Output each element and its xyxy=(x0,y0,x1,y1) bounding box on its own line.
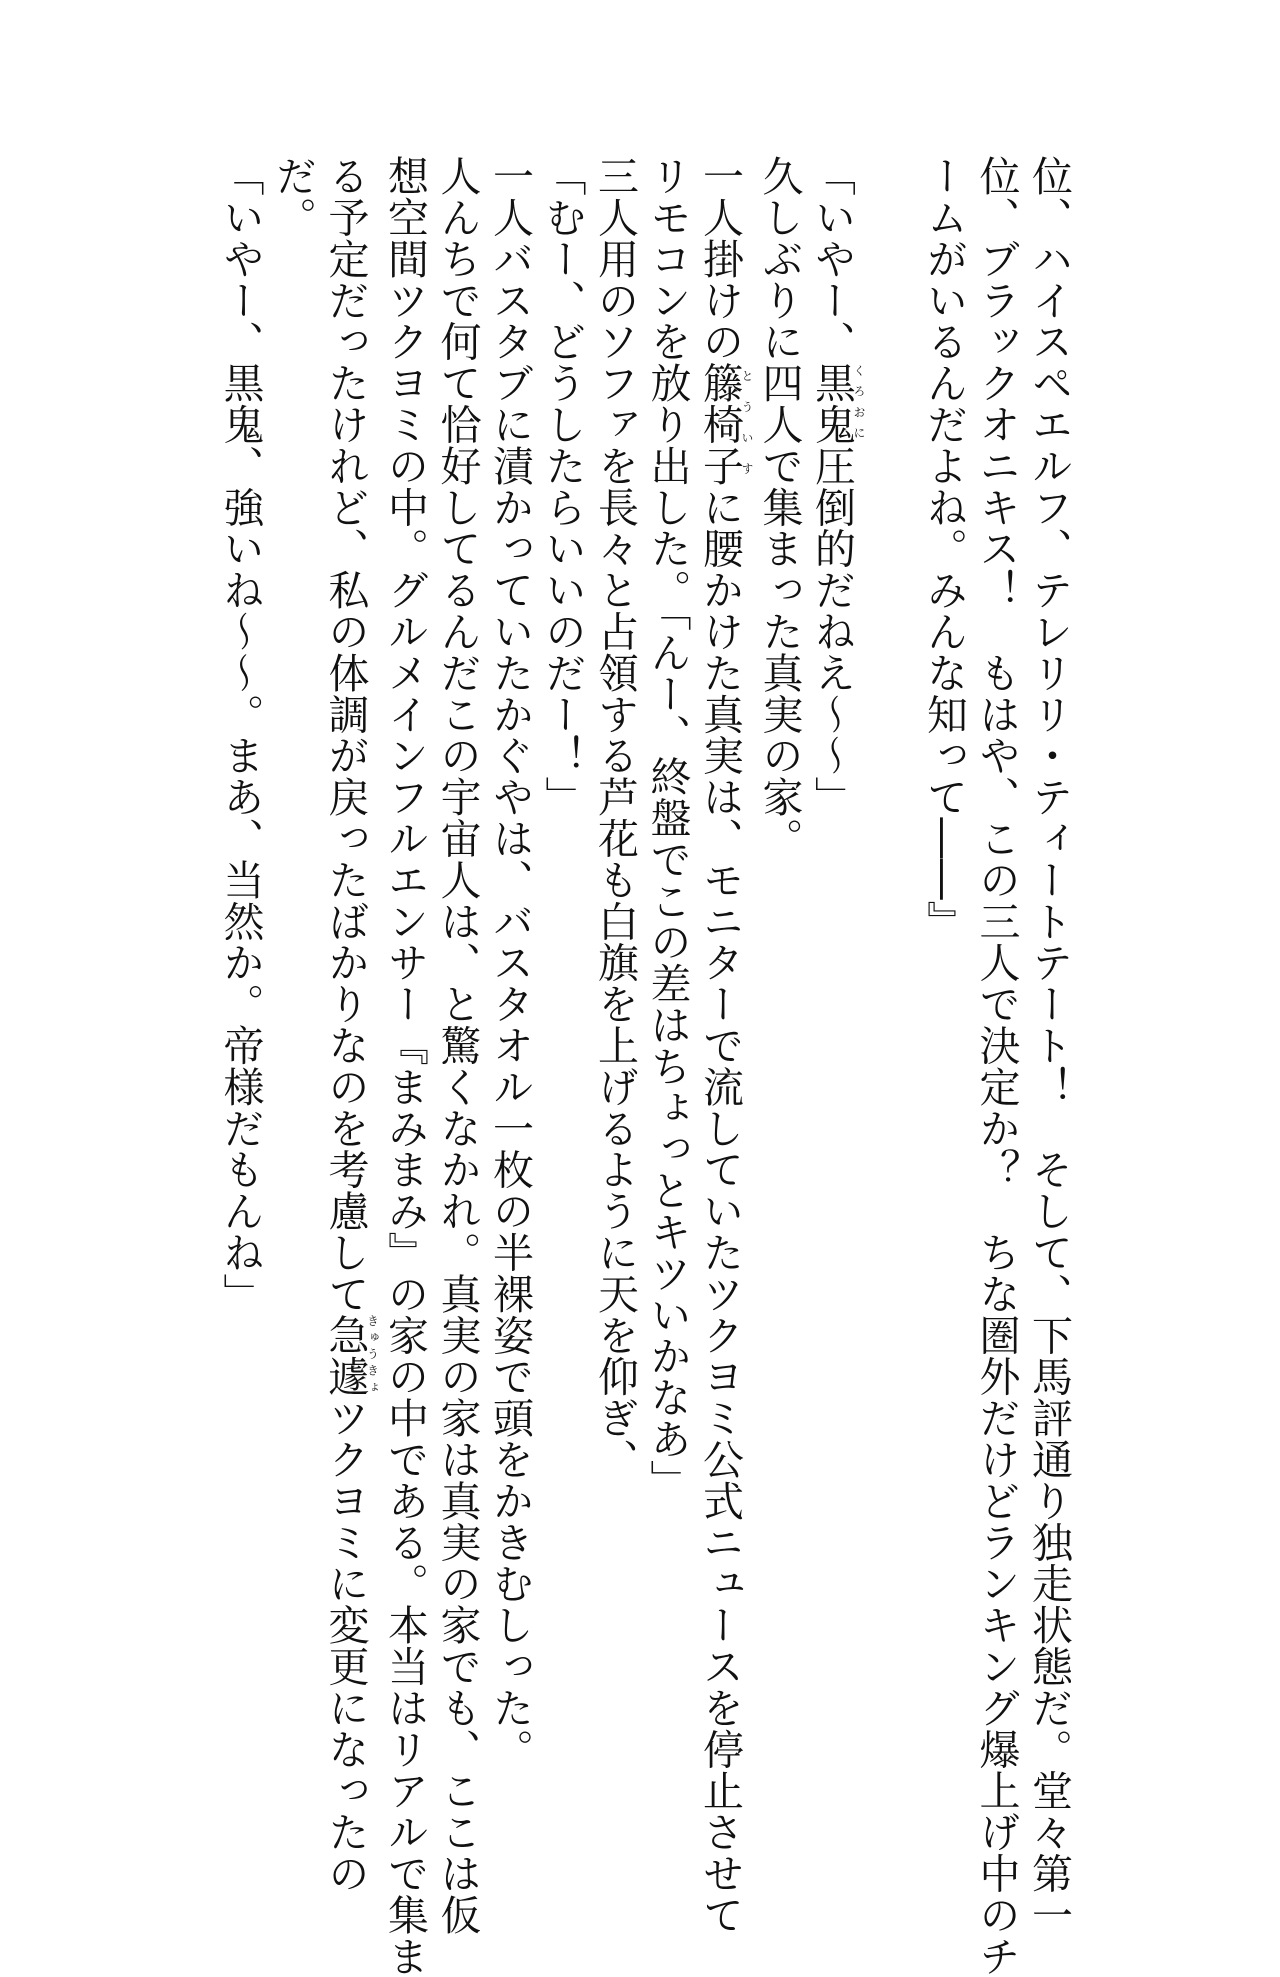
ruby-reading: くろおに xyxy=(852,362,866,445)
ruby-annotated-word xyxy=(808,362,866,445)
ruby-reading: とういす xyxy=(740,362,754,487)
text-line xyxy=(319,155,380,1894)
text-line xyxy=(267,155,320,1515)
text-segment: 人んちで何て恰好してるんだこの宇宙人は、と驚くなかれ。真実の家は真実の家でも、ここは仮 xyxy=(433,155,482,1936)
text-line xyxy=(918,155,971,1515)
ruby-base: 黒鬼 xyxy=(808,362,856,445)
ruby-base: 籐椅子 xyxy=(696,362,744,487)
text-segment: リモコンを放り出した。「んー、終盤でこの差はちょっとキツいかなあ」 xyxy=(643,155,692,1501)
text-line xyxy=(970,155,1023,1977)
text-line xyxy=(536,155,589,1515)
ruby-annotated-word xyxy=(321,1314,380,1398)
text-line xyxy=(214,155,267,1515)
text-segment: 「いやー、黒鬼、強いね～～。まあ、当然か。帝様だもんね」 xyxy=(216,155,265,1315)
text-segment: 一人バスタブに漬かっていたかぐやは、バスタオル一枚の半裸姿で頭をかきむしった。 xyxy=(486,155,534,1770)
text-line xyxy=(484,155,537,1770)
ruby-reading: きゅうきょ xyxy=(365,1314,380,1398)
text-segment: 「いやー、 xyxy=(808,155,856,362)
text-line xyxy=(865,155,918,1515)
vertical-text-body xyxy=(214,155,1075,1977)
text-segment: だ。 xyxy=(269,155,317,238)
text-segment: 圧倒的だねえ～～」 xyxy=(808,444,856,818)
text-segment: 位、ハイスペエルフ、テレリリ・ティートテート！ そして、下馬評通り独走状態だ。堂々第一 xyxy=(1025,155,1073,1936)
text-segment: 「むー、どうしたらいいのだー！」 xyxy=(538,155,587,818)
text-segment: ツクヨミに変更になったの xyxy=(321,1397,370,1894)
text-line xyxy=(694,155,754,1936)
text-line xyxy=(641,155,694,1515)
ruby-base: 急遽 xyxy=(321,1314,370,1398)
ruby-annotated-word xyxy=(696,362,754,487)
text-segment: 想空間ツクヨミの中。グルメインフルエンサー『まみまみ』の家の中である。本当はリアルで集ま xyxy=(381,155,429,1977)
text-segment: る予定だったけれど、私の体調が戻ったばかりなのを考慮して xyxy=(321,155,370,1315)
text-segment: 三人用のソファを長々と占領する芦花も白旗を上げるように天を仰ぎ、 xyxy=(591,155,639,1480)
text-segment: に腰かけた真実は、モニターで流していたツクヨミ公式ニュースを停止させて xyxy=(696,486,744,1936)
text-line xyxy=(806,155,866,1515)
text-segment: 一人掛けの xyxy=(696,155,744,362)
text-line xyxy=(753,155,806,1515)
text-line xyxy=(589,155,642,1515)
text-segment: 位、ブラックオニキス！ もはや、この三人で決定か？ ちな圏外だけどランキング爆上げ中のチ xyxy=(972,155,1021,1977)
text-segment: ームがいるんだよね。みんな知って――』 xyxy=(920,155,968,942)
text-line xyxy=(1023,155,1076,1936)
text-line xyxy=(431,155,484,1936)
text-line xyxy=(379,155,432,1977)
text-segment: 久しぶりに四人で集まった真実の家。 xyxy=(755,155,804,859)
